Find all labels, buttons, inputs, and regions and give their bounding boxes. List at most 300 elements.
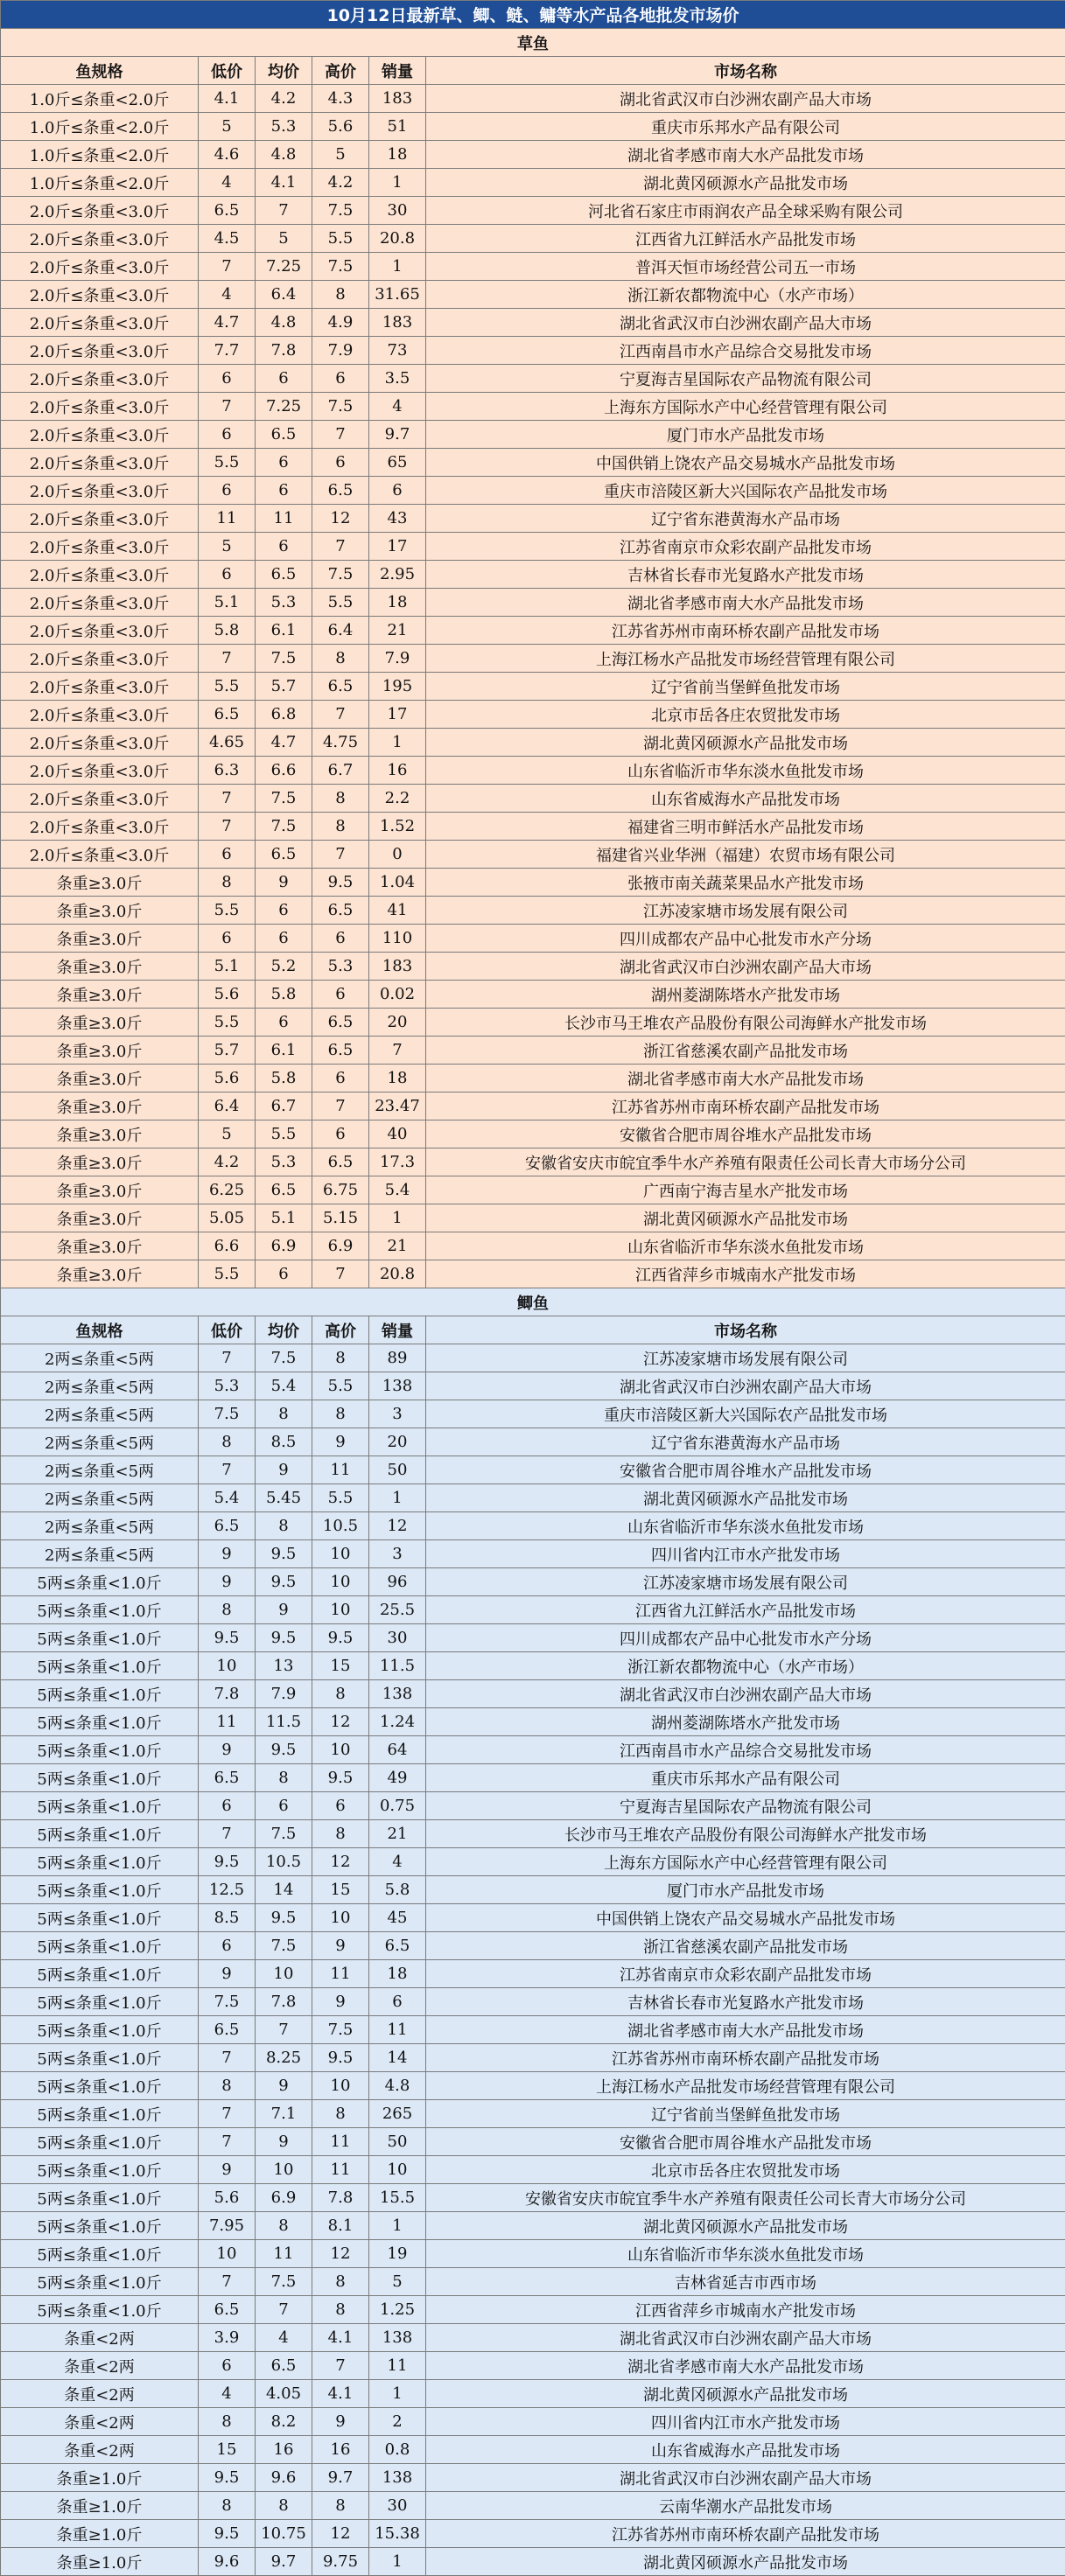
- spec-cell: 5两≤条重<1.0斤: [1, 1820, 199, 1848]
- table-row: [1, 1037, 1065, 1065]
- volume-cell: 12: [369, 1512, 426, 1540]
- high-price-cell: 12: [312, 1848, 369, 1876]
- low-price-cell: 6.6: [199, 1232, 256, 1260]
- low-price-cell: 4.2: [199, 1148, 256, 1176]
- spec-cell: 5两≤条重<1.0斤: [1, 2296, 199, 2324]
- market-name-cell: 湖北省孝感市南大水产品批发市场: [426, 2016, 1065, 2044]
- low-price-cell: 5.7: [199, 1037, 256, 1065]
- low-price-cell: 6.5: [199, 701, 256, 729]
- low-price-cell: 9: [199, 2156, 256, 2184]
- low-price-cell: 5: [199, 533, 256, 561]
- high-price-cell: 10: [312, 1736, 369, 1764]
- spec-cell: 2.0斤≤条重<3.0斤: [1, 785, 199, 813]
- high-price-cell: 6.4: [312, 617, 369, 645]
- spec-cell: 2.0斤≤条重<3.0斤: [1, 449, 199, 477]
- spec-cell: 条重≥3.0斤: [1, 1065, 199, 1093]
- high-price-cell: 10: [312, 1904, 369, 1932]
- high-price-cell: 6: [312, 981, 369, 1009]
- volume-cell: 5.4: [369, 1176, 426, 1204]
- spec-cell: 2.0斤≤条重<3.0斤: [1, 617, 199, 645]
- table-row: [1, 701, 1065, 729]
- avg-price-cell: 5.3: [256, 589, 312, 617]
- high-price-cell: 10: [312, 1568, 369, 1596]
- volume-cell: 1: [369, 2548, 426, 2576]
- market-name-cell: 四川省内江市水产批发市场: [426, 1540, 1065, 1568]
- high-price-cell: 5.15: [312, 1204, 369, 1232]
- market-name-cell: 湖北黄冈硕源水产品批发市场: [426, 2380, 1065, 2408]
- market-name-cell: 山东省临沂市华东淡水鱼批发市场: [426, 1512, 1065, 1540]
- volume-cell: 138: [369, 1372, 426, 1400]
- high-price-cell: 8: [312, 1680, 369, 1708]
- volume-cell: 138: [369, 1680, 426, 1708]
- volume-cell: 25.5: [369, 1596, 426, 1624]
- high-price-cell: 5.3: [312, 953, 369, 981]
- volume-cell: 183: [369, 85, 426, 113]
- avg-price-cell: 6: [256, 477, 312, 505]
- spec-cell: 2.0斤≤条重<3.0斤: [1, 477, 199, 505]
- high-price-cell: 7.5: [312, 561, 369, 589]
- market-name-cell: 江西省萍乡市城南水产批发市场: [426, 1260, 1065, 1288]
- low-price-cell: 7: [199, 2100, 256, 2128]
- table-row: [1, 253, 1065, 281]
- avg-price-cell: 7.5: [256, 1820, 312, 1848]
- volume-cell: 183: [369, 309, 426, 337]
- avg-price-cell: 7.9: [256, 1680, 312, 1708]
- avg-price-cell: 6.1: [256, 1037, 312, 1065]
- table-row: [1, 2072, 1065, 2100]
- high-price-cell: 12: [312, 505, 369, 533]
- market-name-cell: 山东省威海水产品批发市场: [426, 785, 1065, 813]
- high-price-cell: 8: [312, 2492, 369, 2520]
- spec-cell: 2.0斤≤条重<3.0斤: [1, 309, 199, 337]
- market-name-cell: 湖北省武汉市白沙洲农副产品大市场: [426, 1372, 1065, 1400]
- volume-cell: 11: [369, 2016, 426, 2044]
- avg-price-cell: 8: [256, 1512, 312, 1540]
- avg-price-cell: 9.5: [256, 1736, 312, 1764]
- table-row: [1, 1792, 1065, 1820]
- low-price-cell: 7.8: [199, 1680, 256, 1708]
- spec-cell: 条重≥3.0斤: [1, 897, 199, 925]
- avg-price-cell: 7: [256, 2296, 312, 2324]
- market-name-cell: 湖州菱湖陈塔水产批发市场: [426, 981, 1065, 1009]
- table-row: [1, 1120, 1065, 1148]
- volume-cell: 265: [369, 2100, 426, 2128]
- low-price-cell: 7: [199, 2044, 256, 2072]
- avg-price-header: 均价: [256, 57, 312, 85]
- low-price-cell: 4.6: [199, 141, 256, 169]
- table-row: [1, 2184, 1065, 2212]
- spec-cell: 5两≤条重<1.0斤: [1, 1960, 199, 1988]
- avg-price-header: 均价: [256, 1316, 312, 1344]
- avg-price-cell: 16: [256, 2436, 312, 2464]
- low-price-cell: 15: [199, 2436, 256, 2464]
- avg-price-cell: 8: [256, 2212, 312, 2240]
- spec-cell: 1.0斤≤条重<2.0斤: [1, 169, 199, 197]
- table-row: [1, 421, 1065, 449]
- low-price-cell: 5.6: [199, 2184, 256, 2212]
- high-price-cell: 9.5: [312, 1624, 369, 1652]
- avg-price-cell: 4.2: [256, 85, 312, 113]
- market-name-cell: 湖北省孝感市南大水产品批发市场: [426, 141, 1065, 169]
- avg-price-cell: 5.8: [256, 1065, 312, 1093]
- low-price-cell: 5.5: [199, 1009, 256, 1037]
- high-price-cell: 11: [312, 2156, 369, 2184]
- avg-price-cell: 7: [256, 197, 312, 225]
- high-price-cell: 8: [312, 813, 369, 841]
- table-row: [1, 1176, 1065, 1204]
- market-name-cell: 江苏省苏州市南环桥农副产品批发市场: [426, 2044, 1065, 2072]
- table-row: [1, 897, 1065, 925]
- low-price-cell: 4: [199, 2380, 256, 2408]
- table-row: [1, 197, 1065, 225]
- avg-price-cell: 5.1: [256, 1204, 312, 1232]
- table-row: [1, 1540, 1065, 1568]
- market-name-cell: 山东省临沂市华东淡水鱼批发市场: [426, 2240, 1065, 2268]
- volume-cell: 14: [369, 2044, 426, 2072]
- spec-cell: 2.0斤≤条重<3.0斤: [1, 701, 199, 729]
- spec-cell: 2.0斤≤条重<3.0斤: [1, 589, 199, 617]
- market-name-cell: 江苏凌家塘市场发展有限公司: [426, 1568, 1065, 1596]
- market-name-cell: 湖州菱湖陈塔水产批发市场: [426, 1708, 1065, 1736]
- table-row: [1, 1988, 1065, 2016]
- low-price-cell: 11: [199, 1708, 256, 1736]
- spec-cell: 5两≤条重<1.0斤: [1, 2156, 199, 2184]
- avg-price-cell: 6.5: [256, 2352, 312, 2380]
- market-name-cell: 广西南宁海吉星水产批发市场: [426, 1176, 1065, 1204]
- high-price-cell: 5.6: [312, 113, 369, 141]
- high-price-cell: 6.5: [312, 477, 369, 505]
- spec-cell: 条重≥1.0斤: [1, 2548, 199, 2576]
- avg-price-cell: 7.25: [256, 253, 312, 281]
- table-row: [1, 1652, 1065, 1680]
- high-price-cell: 8: [312, 1820, 369, 1848]
- high-price-cell: 7: [312, 1260, 369, 1288]
- table-row: [1, 2128, 1065, 2156]
- spec-cell: 2.0斤≤条重<3.0斤: [1, 813, 199, 841]
- avg-price-cell: 4.05: [256, 2380, 312, 2408]
- market-name-cell: 长沙市马王堆农产品股份有限公司海鲜水产批发市场: [426, 1820, 1065, 1848]
- avg-price-cell: 7.8: [256, 1988, 312, 2016]
- low-price-cell: 6: [199, 925, 256, 953]
- market-name-cell: 江苏省苏州市南环桥农副产品批发市场: [426, 617, 1065, 645]
- market-name-cell: 北京市岳各庄农贸批发市场: [426, 701, 1065, 729]
- high-price-cell: 9: [312, 2408, 369, 2436]
- low-price-header: 低价: [199, 57, 256, 85]
- table-row: [1, 869, 1065, 897]
- low-price-cell: 5: [199, 113, 256, 141]
- avg-price-cell: 8.5: [256, 1428, 312, 1456]
- table-row: [1, 981, 1065, 1009]
- market-name-cell: 湖北省武汉市白沙洲农副产品大市场: [426, 953, 1065, 981]
- spec-cell: 5两≤条重<1.0斤: [1, 2268, 199, 2296]
- spec-cell: 条重≥3.0斤: [1, 1260, 199, 1288]
- volume-cell: 1: [369, 169, 426, 197]
- table-row: [1, 393, 1065, 421]
- high-price-cell: 9.7: [312, 2464, 369, 2492]
- table-row: [1, 1400, 1065, 1428]
- spec-cell: 5两≤条重<1.0斤: [1, 2128, 199, 2156]
- volume-cell: 3: [369, 1540, 426, 1568]
- volume-cell: 1.04: [369, 869, 426, 897]
- volume-cell: 50: [369, 1456, 426, 1484]
- spec-cell: 2.0斤≤条重<3.0斤: [1, 281, 199, 309]
- volume-cell: 1: [369, 2212, 426, 2240]
- spec-cell: 条重≥3.0斤: [1, 1204, 199, 1232]
- high-price-cell: 4.75: [312, 729, 369, 757]
- volume-cell: 30: [369, 1624, 426, 1652]
- low-price-cell: 9: [199, 1540, 256, 1568]
- table-row: [1, 365, 1065, 393]
- volume-cell: 7: [369, 1037, 426, 1065]
- volume-cell: 1: [369, 2380, 426, 2408]
- market-name-cell: 辽宁省东港黄海水产品市场: [426, 1428, 1065, 1456]
- low-price-cell: 6: [199, 477, 256, 505]
- table-row: [1, 309, 1065, 337]
- low-price-cell: 7: [199, 393, 256, 421]
- high-price-cell: 6: [312, 1065, 369, 1093]
- avg-price-cell: 4.7: [256, 729, 312, 757]
- table-row: [1, 2548, 1065, 2576]
- high-price-cell: 5: [312, 141, 369, 169]
- market-name-cell: 中国供销上饶农产品交易城水产品批发市场: [426, 449, 1065, 477]
- spec-cell: 条重≥3.0斤: [1, 1009, 199, 1037]
- spec-cell: 1.0斤≤条重<2.0斤: [1, 141, 199, 169]
- high-price-cell: 6.5: [312, 673, 369, 701]
- spec-cell: 5两≤条重<1.0斤: [1, 1708, 199, 1736]
- table-row: [1, 2408, 1065, 2436]
- low-price-cell: 5.3: [199, 1372, 256, 1400]
- table-row: [1, 757, 1065, 785]
- avg-price-cell: 6: [256, 533, 312, 561]
- table-row: [1, 2100, 1065, 2128]
- volume-cell: 17: [369, 701, 426, 729]
- low-price-cell: 7: [199, 645, 256, 673]
- avg-price-cell: 9: [256, 2072, 312, 2100]
- avg-price-cell: 6.5: [256, 1176, 312, 1204]
- market-name-header: 市场名称: [426, 1316, 1065, 1344]
- volume-cell: 15.5: [369, 2184, 426, 2212]
- volume-cell: 41: [369, 897, 426, 925]
- high-price-cell: 15: [312, 1652, 369, 1680]
- high-price-cell: 8: [312, 785, 369, 813]
- high-price-cell: 10.5: [312, 1512, 369, 1540]
- volume-cell: 64: [369, 1736, 426, 1764]
- table-row: [1, 449, 1065, 477]
- low-price-cell: 5.6: [199, 981, 256, 1009]
- avg-price-cell: 10: [256, 2156, 312, 2184]
- low-price-cell: 7: [199, 1456, 256, 1484]
- spec-cell: 条重≥3.0斤: [1, 1120, 199, 1148]
- volume-cell: 6.5: [369, 1932, 426, 1960]
- high-price-cell: 8: [312, 645, 369, 673]
- low-price-cell: 7.5: [199, 1988, 256, 2016]
- table-row: [1, 1093, 1065, 1120]
- table-row: [1, 505, 1065, 533]
- volume-cell: 19: [369, 2240, 426, 2268]
- market-name-cell: 辽宁省东港黄海水产品市场: [426, 505, 1065, 533]
- spec-cell: 条重≥3.0斤: [1, 1232, 199, 1260]
- market-name-cell: 江苏省南京市众彩农副产品批发市场: [426, 1960, 1065, 1988]
- table-row: [1, 1596, 1065, 1624]
- spec-cell: 5两≤条重<1.0斤: [1, 2212, 199, 2240]
- table-row: [1, 2296, 1065, 2324]
- table-row: [1, 1624, 1065, 1652]
- low-price-cell: 8.5: [199, 1904, 256, 1932]
- table-row: [1, 589, 1065, 617]
- market-name-cell: 安徽省安庆市皖宜季牛水产养殖有限责任公司长青大市场分公司: [426, 1148, 1065, 1176]
- spec-header: 鱼规格: [1, 57, 199, 85]
- spec-cell: 5两≤条重<1.0斤: [1, 2072, 199, 2100]
- high-price-cell: 6: [312, 925, 369, 953]
- avg-price-cell: 6: [256, 1260, 312, 1288]
- table-row: [1, 813, 1065, 841]
- low-price-cell: 4: [199, 281, 256, 309]
- volume-cell: 20: [369, 1428, 426, 1456]
- low-price-cell: 7: [199, 1344, 256, 1372]
- avg-price-cell: 7: [256, 2016, 312, 2044]
- volume-cell: 45: [369, 1904, 426, 1932]
- market-name-cell: 重庆市涪陵区新大兴国际农产品批发市场: [426, 477, 1065, 505]
- volume-cell: 20.8: [369, 1260, 426, 1288]
- table-row: [1, 1009, 1065, 1037]
- avg-price-cell: 8: [256, 1764, 312, 1792]
- volume-cell: 96: [369, 1568, 426, 1596]
- table-row: [1, 2212, 1065, 2240]
- low-price-cell: 8: [199, 869, 256, 897]
- low-price-cell: 8: [199, 2492, 256, 2520]
- table-row: [1, 1372, 1065, 1400]
- spec-cell: 5两≤条重<1.0斤: [1, 1764, 199, 1792]
- avg-price-cell: 5.4: [256, 1372, 312, 1400]
- avg-price-cell: 7.5: [256, 645, 312, 673]
- table-row: [1, 1065, 1065, 1093]
- market-name-cell: 湖北黄冈硕源水产品批发市场: [426, 2548, 1065, 2576]
- spec-cell: 条重<2两: [1, 2380, 199, 2408]
- market-name-cell: 湖北省武汉市白沙洲农副产品大市场: [426, 2464, 1065, 2492]
- table-row: [1, 645, 1065, 673]
- low-price-cell: 12.5: [199, 1876, 256, 1904]
- low-price-cell: 6: [199, 1792, 256, 1820]
- low-price-cell: 6.25: [199, 1176, 256, 1204]
- spec-cell: 5两≤条重<1.0斤: [1, 1904, 199, 1932]
- avg-price-cell: 14: [256, 1876, 312, 1904]
- low-price-cell: 10: [199, 2240, 256, 2268]
- low-price-cell: 9.5: [199, 1624, 256, 1652]
- avg-price-cell: 9.5: [256, 1540, 312, 1568]
- low-price-cell: 5.05: [199, 1204, 256, 1232]
- high-price-cell: 7: [312, 421, 369, 449]
- market-name-cell: 江苏省苏州市南环桥农副产品批发市场: [426, 1093, 1065, 1120]
- volume-cell: 4.8: [369, 2072, 426, 2100]
- high-price-cell: 6: [312, 365, 369, 393]
- high-price-cell: 4.2: [312, 169, 369, 197]
- high-price-cell: 9.5: [312, 1764, 369, 1792]
- spec-cell: 5两≤条重<1.0斤: [1, 2184, 199, 2212]
- spec-cell: 1.0斤≤条重<2.0斤: [1, 85, 199, 113]
- market-name-cell: 江苏凌家塘市场发展有限公司: [426, 1344, 1065, 1372]
- spec-cell: 5两≤条重<1.0斤: [1, 1652, 199, 1680]
- market-name-cell: 长沙市马王堆农产品股份有限公司海鲜水产批发市场: [426, 1009, 1065, 1037]
- avg-price-cell: 13: [256, 1652, 312, 1680]
- avg-price-cell: 9.5: [256, 1568, 312, 1596]
- market-name-cell: 吉林省长春市光复路水产批发市场: [426, 561, 1065, 589]
- low-price-cell: 10: [199, 1652, 256, 1680]
- table-row: [1, 225, 1065, 253]
- avg-price-cell: 7.1: [256, 2100, 312, 2128]
- section-title: 鲫鱼: [1, 1288, 1065, 1316]
- market-name-cell: 浙江省慈溪农副产品批发市场: [426, 1932, 1065, 1960]
- high-price-cell: 8: [312, 2268, 369, 2296]
- volume-cell: 1.52: [369, 813, 426, 841]
- volume-cell: 1: [369, 1484, 426, 1512]
- table-row: [1, 2044, 1065, 2072]
- high-price-cell: 7.5: [312, 2016, 369, 2044]
- table-row: [1, 1876, 1065, 1904]
- table-row: [1, 1848, 1065, 1876]
- market-name-cell: 上海江杨水产品批发市场经营管理有限公司: [426, 2072, 1065, 2100]
- volume-cell: 40: [369, 1120, 426, 1148]
- market-name-cell: 山东省临沂市华东淡水鱼批发市场: [426, 757, 1065, 785]
- low-price-cell: 9.5: [199, 1848, 256, 1876]
- spec-cell: 5两≤条重<1.0斤: [1, 2016, 199, 2044]
- high-price-cell: 6.5: [312, 1009, 369, 1037]
- market-name-cell: 福建省兴业华洲（福建）农贸市场有限公司: [426, 841, 1065, 869]
- market-name-cell: 福建省三明市鲜活水产品批发市场: [426, 813, 1065, 841]
- market-name-cell: 四川省内江市水产批发市场: [426, 2408, 1065, 2436]
- market-name-cell: 安徽省安庆市皖宜季牛水产养殖有限责任公司长青大市场分公司: [426, 2184, 1065, 2212]
- low-price-cell: 7: [199, 1820, 256, 1848]
- spec-cell: 条重≥3.0斤: [1, 925, 199, 953]
- market-name-cell: 江西省萍乡市城南水产批发市场: [426, 2296, 1065, 2324]
- high-price-cell: 11: [312, 2128, 369, 2156]
- avg-price-cell: 8.2: [256, 2408, 312, 2436]
- table-row: [1, 1680, 1065, 1708]
- high-price-cell: 7.5: [312, 197, 369, 225]
- avg-price-cell: 8.25: [256, 2044, 312, 2072]
- avg-price-cell: 5: [256, 225, 312, 253]
- volume-cell: 6: [369, 1988, 426, 2016]
- low-price-cell: 7: [199, 785, 256, 813]
- volume-cell: 18: [369, 1960, 426, 1988]
- high-price-cell: 9.5: [312, 869, 369, 897]
- high-price-cell: 8: [312, 2296, 369, 2324]
- spec-cell: 条重≥3.0斤: [1, 953, 199, 981]
- avg-price-cell: 6.7: [256, 1093, 312, 1120]
- spec-cell: 2.0斤≤条重<3.0斤: [1, 561, 199, 589]
- spec-cell: 条重≥3.0斤: [1, 1037, 199, 1065]
- avg-price-cell: 6: [256, 897, 312, 925]
- high-price-cell: 6.5: [312, 1148, 369, 1176]
- low-price-cell: 9: [199, 1736, 256, 1764]
- table-row: [1, 2268, 1065, 2296]
- avg-price-cell: 5.3: [256, 113, 312, 141]
- market-name-cell: 湖北黄冈硕源水产品批发市场: [426, 729, 1065, 757]
- volume-cell: 16: [369, 757, 426, 785]
- high-price-cell: 4.1: [312, 2324, 369, 2352]
- spec-cell: 5两≤条重<1.0斤: [1, 1876, 199, 1904]
- high-price-cell: 12: [312, 1708, 369, 1736]
- volume-cell: 50: [369, 2128, 426, 2156]
- market-name-cell: 重庆市乐邦水产品有限公司: [426, 113, 1065, 141]
- avg-price-cell: 7.5: [256, 813, 312, 841]
- high-price-cell: 7: [312, 2352, 369, 2380]
- volume-cell: 21: [369, 617, 426, 645]
- avg-price-cell: 6.9: [256, 2184, 312, 2212]
- high-price-cell: 5.5: [312, 225, 369, 253]
- volume-cell: 30: [369, 2492, 426, 2520]
- high-price-cell: 16: [312, 2436, 369, 2464]
- spec-cell: 2.0斤≤条重<3.0斤: [1, 645, 199, 673]
